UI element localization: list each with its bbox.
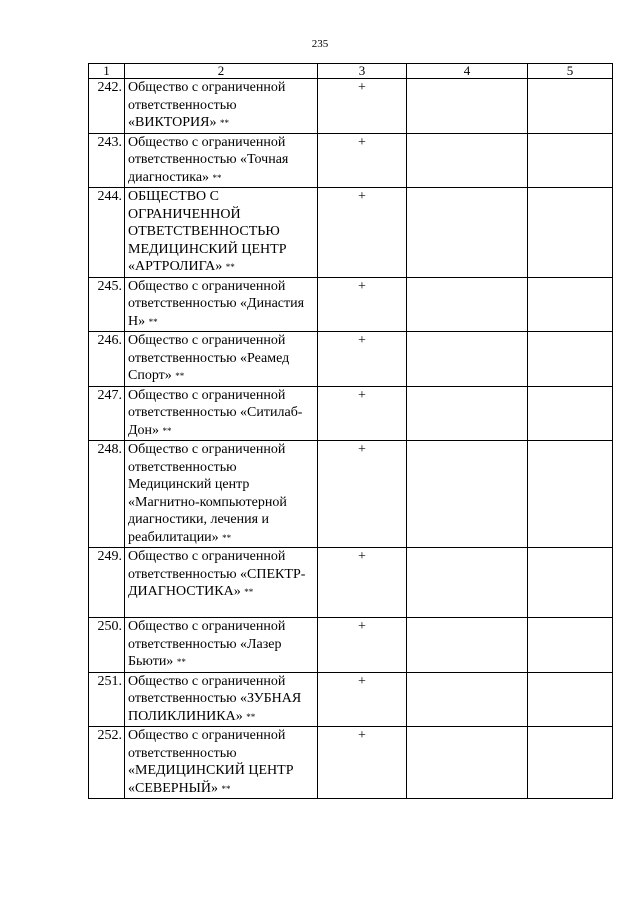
empty-cell-col5	[528, 386, 613, 441]
table-row	[89, 386, 613, 441]
organization-name: Общество с ограниченной ответственностью «Реамед Спорт»	[128, 333, 290, 383]
organization-name: Общество с ограниченной ответственностью «СПЕКТР-ДИАГНОСТИКА»	[128, 549, 306, 599]
empty-cell-col5	[528, 79, 613, 134]
organization-name-cell	[125, 277, 318, 332]
table-row	[89, 79, 613, 134]
row-number: 245.	[89, 277, 125, 332]
organization-name-cell	[125, 332, 318, 387]
empty-cell-col4	[407, 277, 528, 332]
row-number: 250.	[89, 618, 125, 673]
empty-cell-col4	[407, 332, 528, 387]
organization-name: ОБЩЕСТВО С ОГРАНИЧЕННОЙ ОТВЕТСТВЕННОСТЬЮ МЕДИЦИНСКИЙ ЦЕНТР «АРТРОЛИГА»	[128, 189, 287, 274]
row-number: 249.	[89, 548, 125, 618]
empty-cell-col5	[528, 548, 613, 618]
table-row	[89, 277, 613, 332]
column-header-3: 3	[318, 64, 407, 79]
organization-name: Общество с ограниченной ответственностью «Династия Н»	[128, 278, 305, 329]
footnote-marker: **	[175, 371, 185, 381]
empty-cell-col5	[528, 672, 613, 727]
empty-cell-col4	[407, 548, 528, 618]
empty-cell-col5	[528, 277, 613, 332]
organization-name-cell	[125, 548, 318, 618]
plus-mark: +	[318, 386, 407, 441]
plus-mark: +	[318, 548, 407, 618]
organization-name: Общество с ограниченной ответственностью Медицинский центр «Магнитно-компьютерной диагностики, лечения и реабилитации»	[128, 442, 287, 545]
table-row	[89, 548, 613, 618]
row-number: 252.	[89, 727, 125, 799]
table-row	[89, 133, 613, 188]
footnote-marker: **	[176, 657, 186, 667]
organization-name: Общество с ограниченной ответственностью «ЗУБНАЯ ПОЛИКЛИНИКА»	[128, 673, 302, 724]
empty-cell-col5	[528, 618, 613, 673]
empty-cell-col4	[407, 188, 528, 278]
organization-name-cell	[125, 386, 318, 441]
plus-mark: +	[318, 133, 407, 188]
row-number: 246.	[89, 332, 125, 387]
row-number: 247.	[89, 386, 125, 441]
row-number: 244.	[89, 188, 125, 278]
footnote-marker: **	[162, 425, 172, 436]
plus-mark: +	[318, 277, 407, 332]
empty-cell-col4	[407, 441, 528, 548]
organization-name-cell	[125, 441, 318, 548]
organization-name: Общество с ограниченной ответственностью «МЕДИЦИНСКИЙ ЦЕНТР «СЕВЕРНЫЙ»	[128, 728, 294, 796]
plus-mark: +	[318, 79, 407, 134]
row-number: 248.	[89, 441, 125, 548]
column-header-1: 1	[89, 64, 125, 79]
organization-name: Общество с ограниченной ответственностью «Ситилаб-Дон»	[128, 387, 303, 438]
organization-name-cell	[125, 618, 318, 673]
row-number: 242.	[89, 79, 125, 134]
plus-mark: +	[318, 441, 407, 548]
footnote-marker: **	[225, 262, 235, 272]
table-row	[89, 332, 613, 387]
table-row	[89, 441, 613, 548]
row-number: 251.	[89, 672, 125, 727]
footnote-marker: **	[220, 118, 229, 128]
column-header-4: 4	[407, 64, 528, 79]
empty-cell-col5	[528, 188, 613, 278]
empty-cell-col4	[407, 727, 528, 799]
organization-name: Общество с ограниченной ответственностью «Точная диагностика»	[128, 134, 289, 185]
empty-cell-col4	[407, 133, 528, 188]
column-header-2: 2	[125, 64, 318, 79]
empty-cell-col4	[407, 386, 528, 441]
empty-cell-col5	[528, 441, 613, 548]
empty-cell-col4	[407, 618, 528, 673]
organization-name-cell	[125, 727, 318, 799]
page-number: 235	[311, 38, 329, 50]
column-header-5: 5	[528, 64, 613, 79]
organization-name: Общество с ограниченной ответственностью «ВИКТОРИЯ»	[128, 80, 286, 130]
empty-cell-col5	[528, 727, 613, 799]
plus-mark: +	[318, 332, 407, 387]
table-row	[89, 727, 613, 799]
organization-name-cell	[125, 133, 318, 188]
plus-mark: +	[318, 618, 407, 673]
table-header	[89, 64, 613, 79]
plus-mark: +	[318, 727, 407, 799]
table-body	[89, 79, 613, 799]
plus-mark: +	[318, 672, 407, 727]
organization-name-cell	[125, 672, 318, 727]
table-row	[89, 188, 613, 278]
table-row	[89, 672, 613, 727]
organizations-table	[88, 63, 613, 799]
footnote-marker: **	[244, 587, 254, 597]
footnote-marker: **	[148, 316, 158, 327]
table-row	[89, 618, 613, 673]
footnote-marker: **	[212, 172, 222, 183]
empty-cell-col5	[528, 332, 613, 387]
empty-cell-col4	[407, 79, 528, 134]
organization-name-cell	[125, 79, 318, 134]
footnote-marker: **	[221, 783, 231, 794]
empty-cell-col5	[528, 133, 613, 188]
organization-name: Общество с ограниченной ответственностью «Лазер Бьюти»	[128, 619, 286, 669]
plus-mark: +	[318, 188, 407, 278]
empty-cell-col4	[407, 672, 528, 727]
footnote-marker: **	[222, 532, 232, 543]
organization-name-cell	[125, 188, 318, 278]
row-number: 243.	[89, 133, 125, 188]
footnote-marker: **	[246, 711, 256, 722]
